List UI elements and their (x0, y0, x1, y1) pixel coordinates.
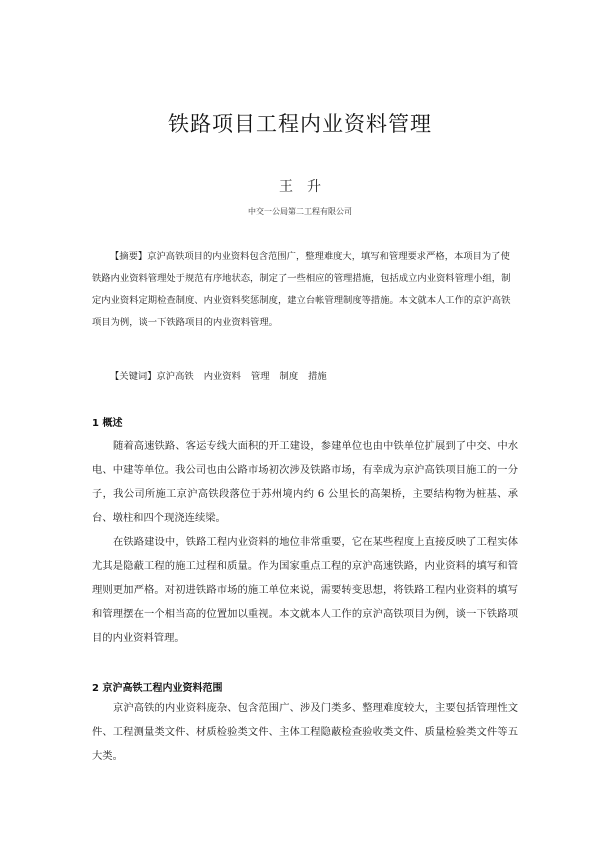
keyword: 京沪高铁 (156, 371, 194, 382)
keywords-label: 【关键词】 (110, 371, 157, 382)
body-paragraph: 京沪高铁的内业资料庞杂、包含范围广、涉及门类多、整理难度较大，主要包括管理性文件、工程测量类文件、材质检验类文件、主体工程隐蔽检查验收类文件、质量检验类文件等五大类。 (92, 702, 518, 762)
body-paragraph: 随着高速铁路、客运专线大面积的开工建设，参建单位也由中铁单位扩展到了中交、中水电、中建等单位。我公司也由公路市场初次涉及铁路市场，有幸成为京沪高铁项目施工的一分子，我公司所施工京沪高铁段落位于苏州境内约 6 公里长的高架桥，主要结构物为桩基、承台、墩柱和四个现浇连续梁。 (92, 440, 518, 524)
abstract: 【摘要】京沪高铁项目的内业资料包含范围广，整理难度大，填写和管理要求严格，本项目为了使铁路内业资料管理处于规范有序地状态，制定了一些相应的管理措施，包括成立内业资料管理小组，制定内业资料定期检查制度、内业资料奖惩制度，建立台帐管理制度等措施。本文就本人工作的京沪高铁项目为例，谈一下铁路项目的内业资料管理。 (92, 251, 511, 328)
keywords (92, 366, 516, 388)
author-affiliation: 中交一公局第二工程有限公司 (248, 207, 352, 216)
section-heading: 2 京沪高铁工程内业资料范围 (92, 683, 223, 694)
keyword: 管理 (250, 371, 270, 382)
keyword: 措施 (308, 371, 327, 382)
section-heading: 1 概述 (92, 418, 123, 429)
author-name: 王升 (279, 179, 335, 195)
body-paragraph: 在铁路建设中，铁路工程内业资料的地位非常重要，它在某些程度上直接反映了工程实体尤其是隐蔽工程的施工过程和质量。作为国家重点工程的京沪高速铁路，内业资料的填写和管理则更加严格。对初进铁路市场的施工单位来说，需要转变思想，将铁路工程内业资料的填写和管理摆在一个相当高的位置加以重视。本文就本人工作的京沪高铁项目为例，谈一下铁路项目的内业资料管理。 (92, 536, 518, 644)
keyword: 内业资料 (203, 371, 241, 382)
keyword: 制度 (279, 371, 299, 382)
paper-title: 铁路项目工程内业资料管理 (168, 112, 432, 136)
